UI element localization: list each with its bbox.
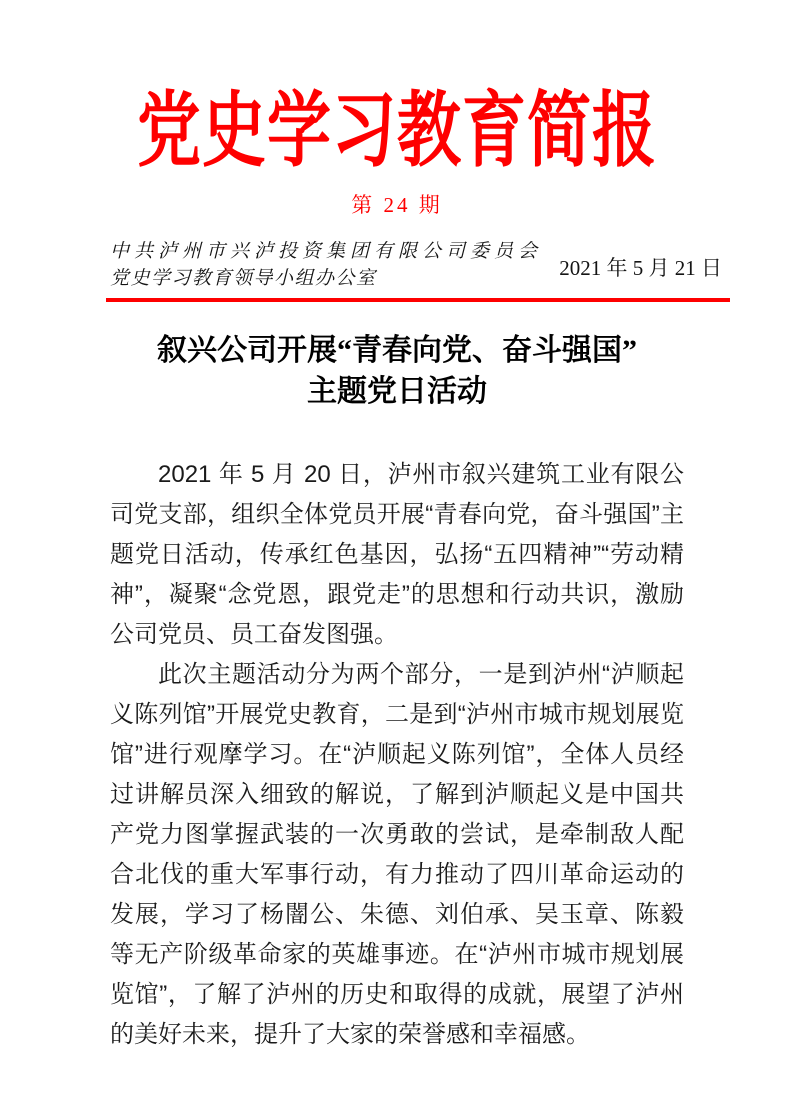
- article-body: [110, 330, 684, 1055]
- issuing-org-block: [110, 238, 542, 292]
- article-title: [110, 330, 684, 412]
- article-title-line-1: 叙兴公司开展“青春向党、奋斗强国”: [157, 334, 637, 367]
- issue-date: 2021 年 5 月 21 日: [559, 256, 722, 280]
- bulletin-masthead-title: 党史学习教育简报: [137, 85, 657, 177]
- masthead-divider-rule: [106, 298, 730, 302]
- issuing-org-line-2: 党史学习教育领导小组办公室: [110, 268, 377, 289]
- issuing-org-line-1: 中共泸州市兴泸投资集团有限公司委员会: [110, 241, 543, 262]
- article-paragraph-2: 此次主题活动分为两个部分，一是到泸州“泸顺起义陈列馆”开展党史教育，二是到“泸州市城市规划展览馆”进行观摩学习。在“泸顺起义陈列馆”，全体人员经过讲解员深入细致的解说，了解到泸顺起义是中国共产党力图掌握武装的一次勇敢的尝试，是牵制敌人配合北伐的重大军事行动，有力推动了四川革命运动的发展，学习了杨闇公、朱德、刘伯承、吴玉章、陈毅等无产阶级革命家的英雄事迹。在“泸州市城市规划展览馆”，了解了泸州的历史和取得的成就，展望了泸州的美好未来，提升了大家的荣誉感和幸福感。: [110, 661, 684, 1048]
- issue-number: 第 24 期: [351, 193, 443, 217]
- article-paragraph-1: 2021 年 5 月 20 日，泸州市叙兴建筑工业有限公司党支部，组织全体党员开展“青春向党，奋斗强国”主题党日活动，传承红色基因，弘扬“五四精神”“劳动精神”，凝聚“念党恩，跟党走”的思想和行动共识，激励公司党员、员工奋发图强。: [110, 461, 684, 648]
- article-title-line-2: 主题党日活动: [307, 375, 487, 408]
